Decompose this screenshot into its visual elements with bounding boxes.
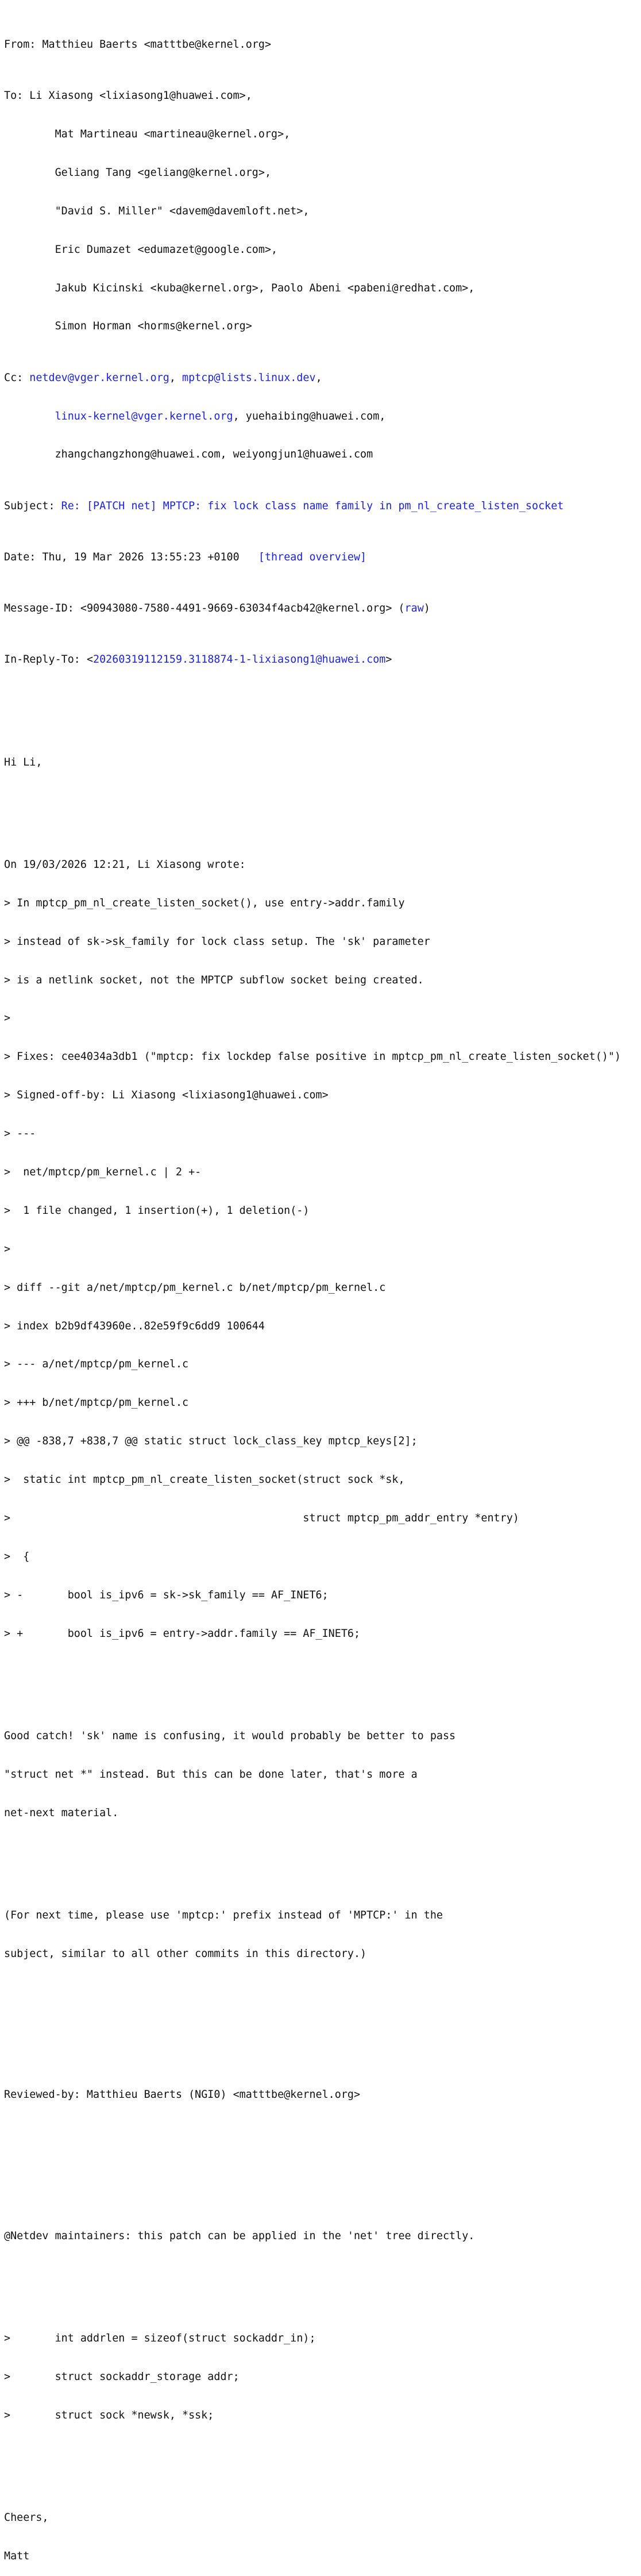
quoted-line: > instead of sk->sk_family for lock class setup. The 'sk' parameter	[4, 935, 430, 948]
blank-line	[4, 1858, 639, 1871]
cc-link-mptcp[interactable]: mptcp@lists.linux.dev	[182, 371, 316, 384]
quoted-line: > +++ b/net/mptcp/pm_kernel.c	[4, 1397, 189, 1409]
quoted-line: > ---	[4, 1128, 36, 1140]
blank-line	[4, 1999, 639, 2012]
body-text: net-next material.	[4, 1806, 119, 1819]
body-text: subject, similar to all other commits in this directory.)	[4, 1948, 367, 1960]
body-text: (For next time, please use 'mptcp:' prefix instead of 'MPTCP:' in the	[4, 1909, 443, 1922]
subject-link[interactable]: Re: [PATCH net] MPTCP: fix lock class name family in pm_nl_create_listen_socket	[61, 499, 564, 512]
blank-line	[4, 2178, 639, 2191]
in-reply-to-link[interactable]: 20260319112159.3118874-1-lixiasong1@huawei.com	[93, 653, 386, 666]
quoted-line: > 1 file changed, 1 insertion(+), 1 deletion(-)	[4, 1204, 310, 1217]
quoted-line: >	[4, 1012, 11, 1025]
from-value: Matthieu Baerts <matttbe@kernel.org>	[36, 38, 272, 51]
quoted-line: > struct mptcp_pm_addr_entry *entry)	[4, 1512, 519, 1525]
blank-line	[4, 705, 639, 717]
cc-rest: , yuehaibing@huawei.com,	[233, 410, 386, 422]
quoted-line: > {	[4, 1550, 30, 1563]
in-reply-to-line	[4, 653, 639, 666]
signoff-name: Matt	[4, 2550, 30, 2563]
to-label: To:	[4, 90, 24, 102]
cc-line: Cc: netdev@vger.kernel.org, mptcp@lists.linux.dev,	[4, 371, 322, 384]
quoted-line: > struct sockaddr_storage addr;	[4, 2370, 240, 2383]
date-label: Date:	[4, 551, 36, 563]
blank-line	[4, 2140, 639, 2153]
message-id-close: )	[423, 602, 430, 614]
thread-overview-link[interactable]: [thread overview]	[258, 551, 367, 563]
to-line: Simon Horman <horms@kernel.org>	[4, 320, 252, 333]
quoted-line: > + bool is_ipv6 = entry->addr.family == AF_INET6;	[4, 1627, 361, 1640]
blank-line	[4, 2281, 639, 2294]
date-line	[4, 551, 639, 564]
quoted-line: > index b2b9df43960e..82e59f9c6dd9 100644	[4, 1320, 265, 1332]
in-reply-to-open: <	[80, 653, 94, 666]
quoted-line: > - bool is_ipv6 = sk->sk_family == AF_INET6;	[4, 1589, 329, 1601]
to-line: "David S. Miller" <davem@davemloft.net>,	[4, 205, 310, 217]
quoted-line: > @@ -838,7 +838,7 @@ static struct lock_class_key mptcp_keys[2];	[4, 1435, 418, 1448]
cc-line	[4, 410, 639, 423]
quoted-line: > int addrlen = sizeof(struct sockaddr_in);	[4, 2332, 316, 2345]
to-line: Eric Dumazet <edumazet@google.com>,	[4, 243, 278, 256]
quoted-line: > In mptcp_pm_nl_create_listen_socket(), use entry->addr.family	[4, 897, 405, 909]
quoted-line: > struct sock *newsk, *ssk;	[4, 2409, 214, 2421]
cc-link-netdev[interactable]: netdev@vger.kernel.org	[29, 371, 169, 384]
reviewed-by: Reviewed-by: Matthieu Baerts (NGI0) <matttbe@kernel.org>	[4, 2089, 361, 2101]
cc-line: zhangchangzhong@huawei.com, weiyongjun1@huawei.com	[4, 448, 373, 461]
in-reply-to-close: >	[385, 653, 392, 666]
cc-label: Cc:	[4, 371, 24, 384]
signoff: Cheers,	[4, 2512, 49, 2524]
subject-label: Subject:	[4, 499, 55, 512]
quoted-line: > Signed-off-by: Li Xiasong <lixiasong1@huawei.com>	[4, 1089, 329, 1102]
message-id-label: Message-ID:	[4, 602, 74, 614]
quoted-line: > Fixes: cee4034a3db1 ("mptcp: fix lockdep false positive in mptcp_pm_nl_create_listen_socket()")	[4, 1051, 621, 1063]
message-id-line	[4, 602, 639, 615]
message-id-value: <90943080-7580-4491-9669-63034f4acb42@kernel.org> (	[74, 602, 405, 614]
blank-line	[4, 2037, 639, 2050]
greeting: Hi Li,	[4, 756, 43, 768]
blank-line	[4, 808, 639, 820]
quoted-line: > net/mptcp/pm_kernel.c | 2 +-	[4, 1166, 202, 1179]
netdev-note: @Netdev maintainers: this patch can be applied in the 'net' tree directly.	[4, 2229, 475, 2242]
to-value: Li Xiasong <lixiasong1@huawei.com>,	[23, 90, 252, 102]
date-value: Thu, 19 Mar 2026 13:55:23 +0100	[36, 551, 258, 563]
body-text: "struct net *" instead. But this can be done later, that's more a	[4, 1768, 418, 1781]
raw-link[interactable]: raw	[404, 602, 424, 614]
subject-line	[4, 500, 639, 513]
from-line	[4, 39, 639, 51]
to-line	[4, 90, 639, 102]
body-text: Good catch! 'sk' name is confusing, it would probably be better to pass	[4, 1730, 456, 1743]
in-reply-to-label: In-Reply-To:	[4, 653, 80, 666]
from-label: From:	[4, 38, 36, 51]
quoted-line: > --- a/net/mptcp/pm_kernel.c	[4, 1358, 189, 1371]
quoted-line: > is a netlink socket, not the MPTCP subflow socket being created.	[4, 974, 424, 986]
blank-line	[4, 2460, 639, 2473]
quoted-line: > diff --git a/net/mptcp/pm_kernel.c b/net/mptcp/pm_kernel.c	[4, 1281, 386, 1294]
to-line: Jakub Kicinski <kuba@kernel.org>, Paolo Abeni <pabeni@redhat.com>,	[4, 282, 475, 294]
to-line: Geliang Tang <geliang@kernel.org>,	[4, 166, 272, 179]
cc-link-linux-kernel[interactable]: linux-kernel@vger.kernel.org	[55, 410, 233, 422]
email-message	[4, 0, 639, 2576]
blank-line	[4, 1679, 639, 1691]
to-line: Mat Martineau <martineau@kernel.org>,	[4, 128, 291, 140]
quoted-line: >	[4, 1243, 11, 1255]
quoted-line: > static int mptcp_pm_nl_create_listen_socket(struct sock *sk,	[4, 1474, 405, 1486]
quote-intro: On 19/03/2026 12:21, Li Xiasong wrote:	[4, 858, 246, 871]
